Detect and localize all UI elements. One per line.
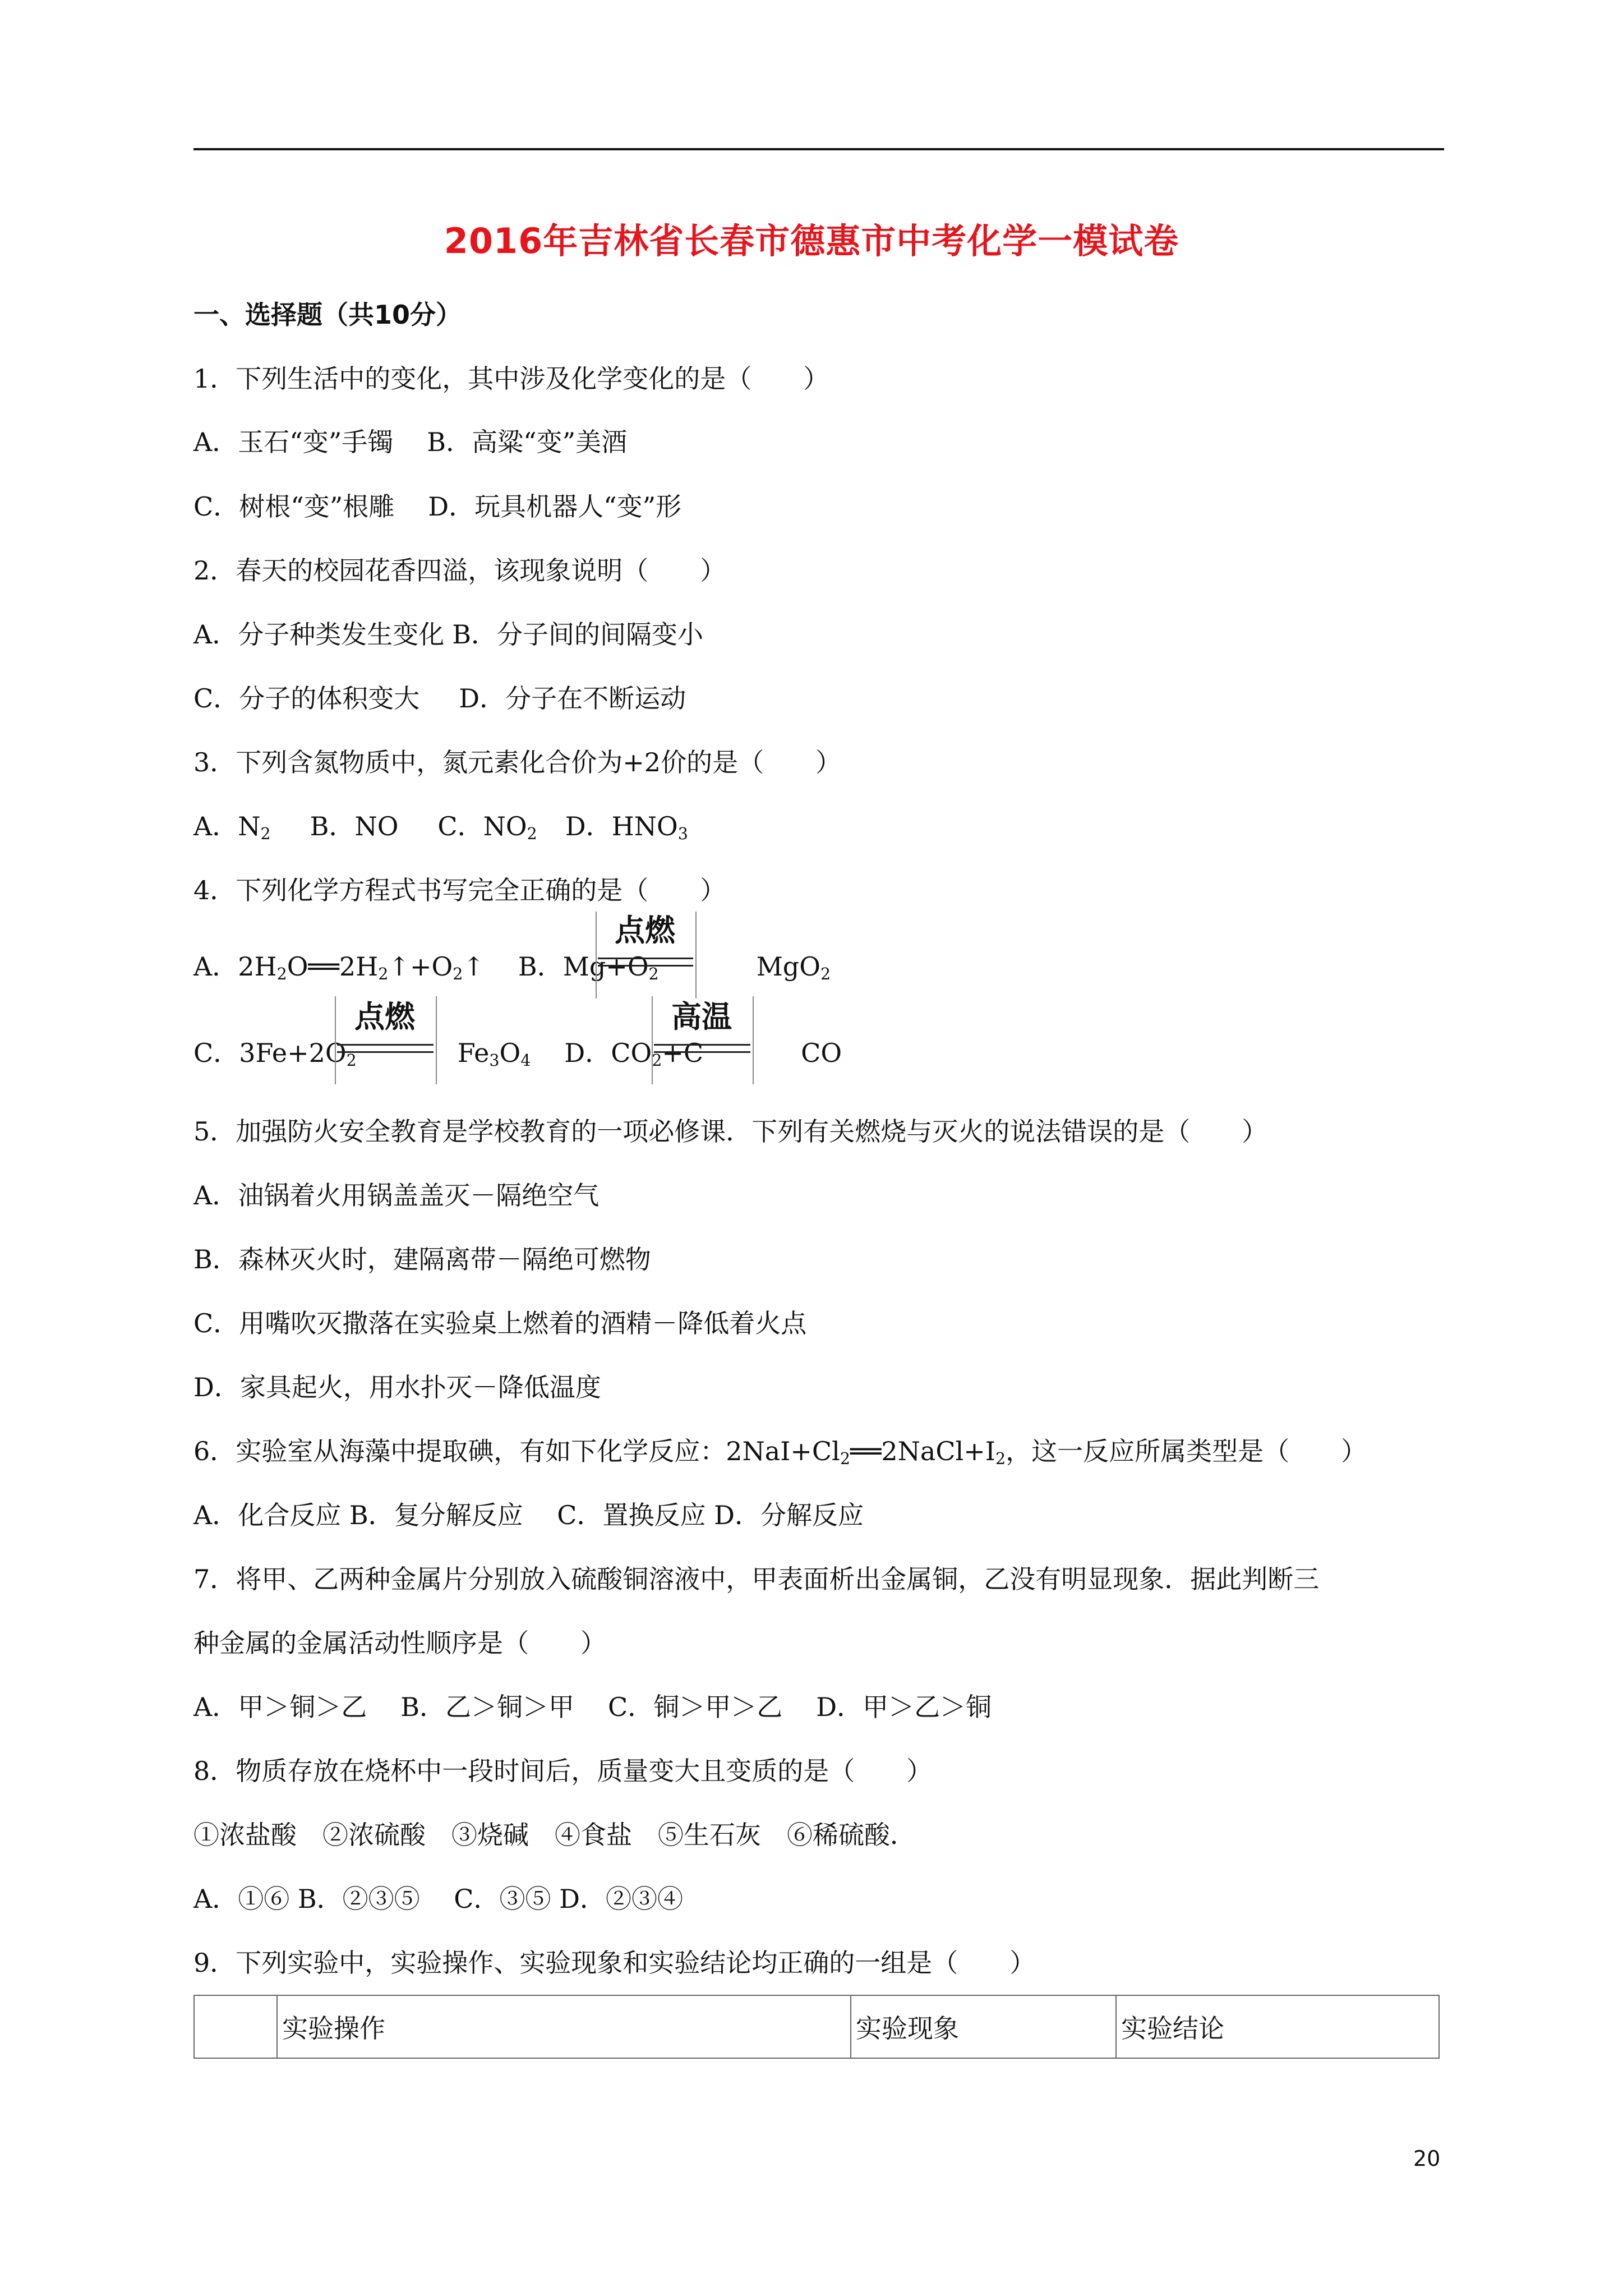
equals-double-line	[654, 1044, 750, 1053]
option-b: B．乙＞铜＞甲	[400, 1692, 575, 1722]
option-a: A．油锅着火用锅盖盖灭－隔绝空气	[193, 1180, 600, 1211]
option-a: A．玉石“变”手镯	[193, 427, 394, 457]
option-c: C．$3Fe+2O_2$ $Fe_3O_4$	[193, 1038, 531, 1070]
option-d: D．$CO_2+C$ CO	[564, 1038, 842, 1070]
option-b: B．森林灭火时，建隔离带－隔绝可燃物	[193, 1244, 651, 1274]
option-b: B．$Mg+O_2$ MgO$_2$	[518, 951, 831, 984]
option-b: B．NO	[310, 811, 399, 841]
option-d: D．分子在不断运动	[459, 683, 686, 714]
table-header-cell: 实验现象	[851, 1995, 1116, 2058]
question-8-options: A．①⑥ B．②③⑤ C．③⑤ D．②③④	[193, 1884, 683, 1914]
question-5-stem: 5．加强防火安全教育是学校教育的一项必修课．下列有关燃烧与灭火的说法错误的是（ ）	[193, 1116, 1268, 1147]
option-d: D．家具起火，用水扑灭－降低温度	[193, 1372, 601, 1402]
question-1-stem: 1．下列生活中的变化，其中涉及化学变化的是（ ）	[193, 364, 829, 394]
table-header-cell: 实验操作	[277, 1995, 851, 2058]
question-3-options	[193, 813, 688, 843]
equals-double-line	[598, 958, 693, 967]
reaction-condition-ignite: 点燃	[354, 999, 415, 1034]
option-c: C．树根“变”根雕	[193, 491, 395, 522]
question-8-stem: 8．物质存放在烧杯中一段时间后，质量变大且变质的是（ ）	[193, 1756, 933, 1786]
question-8-items: ①浓盐酸 ②浓硫酸 ③烧碱 ④食盐 ⑤生石灰 ⑥稀硫酸．	[193, 1820, 916, 1850]
question-2-options-row-2	[193, 683, 686, 714]
question-2-stem: 2．春天的校园花香四溢，该现象说明（ ）	[193, 555, 726, 586]
question-1-options-row-2	[193, 491, 682, 522]
question-6-options: A．化合反应 B．复分解反应 C．置换反应 D．分解反应	[193, 1500, 864, 1530]
table-row	[194, 1995, 1439, 2058]
header-rule	[193, 148, 1444, 150]
table-header-cell	[194, 1995, 277, 2058]
table-header-cell: 实验结论	[1116, 1995, 1439, 2058]
question-9-stem: 9．下列实验中，实验操作、实验现象和实验结论均正确的一组是（ ）	[193, 1948, 1036, 1978]
option-a: A．$2H_2O══2H_2↑+O_2↑$	[193, 951, 485, 984]
option-d: D．$HNO_3$	[565, 811, 688, 844]
option-a: A．甲＞铜＞乙	[193, 1692, 367, 1722]
option-c: C．$NO_2$	[437, 811, 537, 844]
question-7-options	[193, 1694, 992, 1720]
option-c: C．用嘴吹灭撒落在实验桌上燃着的酒精－降低着火点	[193, 1308, 807, 1338]
equals-double-line	[337, 1044, 434, 1053]
experiment-table	[193, 1995, 1440, 2059]
option-a: A．分子种类发生变化	[193, 619, 445, 650]
reaction-condition-ignite: 点燃	[615, 913, 675, 948]
option-b: B．分子间的间隔变小	[452, 619, 704, 650]
page-title: 2016年吉林省长春市德惠市中考化学一模试卷	[444, 220, 1179, 261]
option-c: C．分子的体积变大	[193, 683, 420, 714]
question-7-stem-line-2: 种金属的金属活动性顺序是（ ）	[193, 1628, 606, 1658]
section-heading: 一、选择题（共10分）	[193, 300, 462, 330]
option-d: D．甲＞乙＞铜	[816, 1692, 992, 1722]
question-4-stem: 4．下列化学方程式书写完全正确的是（ ）	[193, 875, 726, 905]
question-6-stem: 6．实验室从海藻中提取碘，有如下化学反应：$2NaI+Cl_2══2NaCl+I_2$，这一反应所属类型是（ ）	[193, 1436, 1367, 1469]
page-number: 20	[1413, 2146, 1441, 2171]
question-2-options-row-1	[193, 619, 704, 650]
option-d: D．玩具机器人“变”形	[428, 491, 682, 522]
question-4-options-row-1	[193, 951, 831, 984]
option-b: B．高粱“变”美酒	[427, 427, 628, 457]
question-7-stem-line-1: 7．将甲、乙两种金属片分别放入硫酸铜溶液中，甲表面析出金属铜，乙没有明显现象．据此判断三	[193, 1564, 1320, 1594]
reaction-condition-high-temp: 高温	[671, 999, 732, 1034]
question-3-stem: 3．下列含氮物质中，氮元素化合价为+2价的是（ ）	[193, 747, 842, 777]
option-c: C．铜＞甲＞乙	[608, 1692, 783, 1722]
question-1-options-row-1	[193, 429, 627, 455]
option-a: A．$N_2$	[193, 811, 271, 844]
